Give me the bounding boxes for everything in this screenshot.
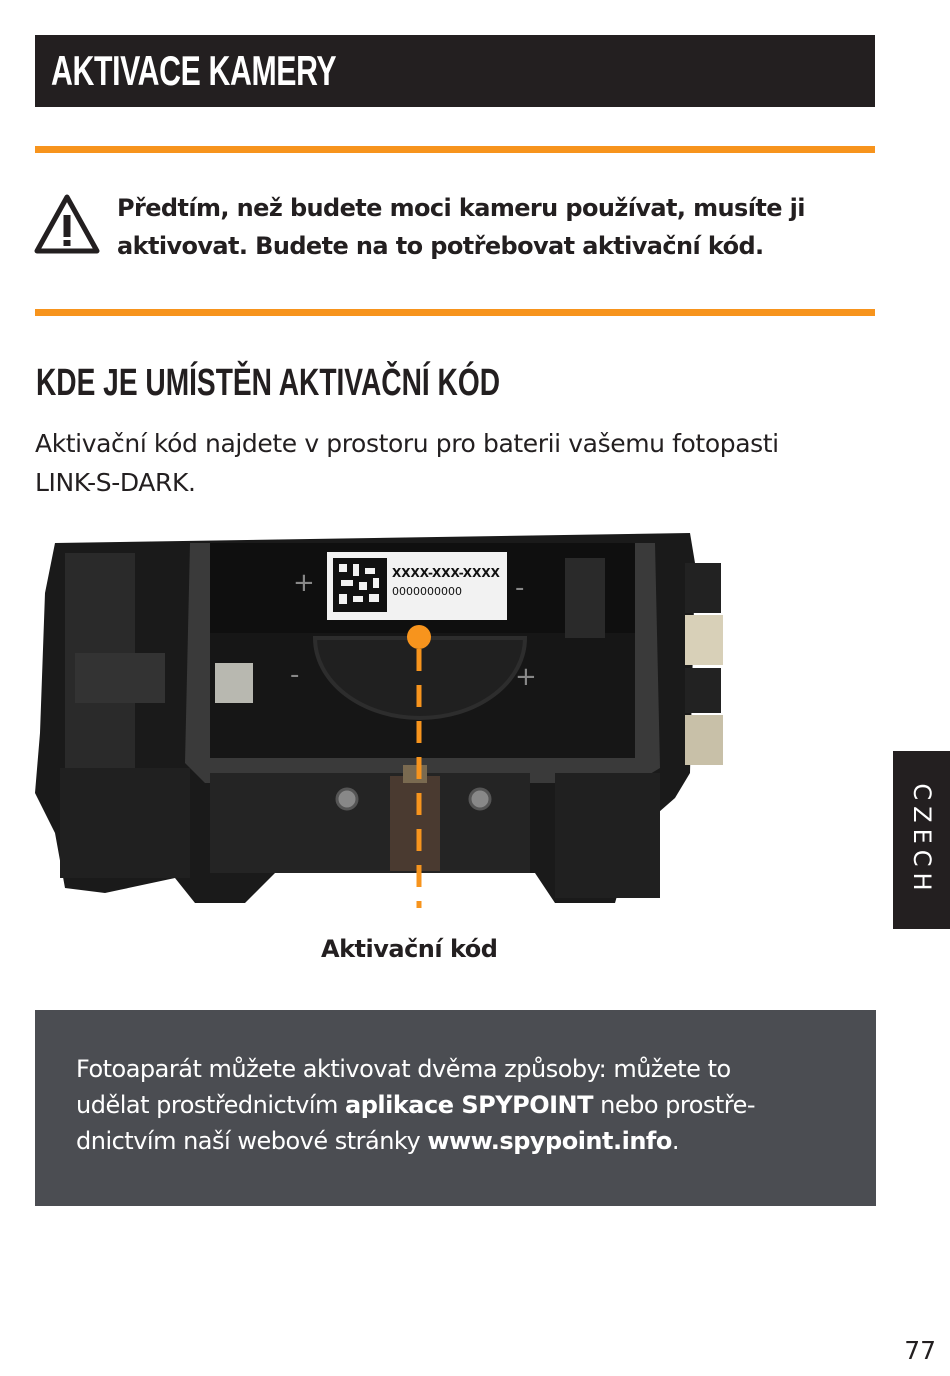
title-bar — [35, 35, 875, 107]
right-bump — [685, 715, 723, 765]
page-title: AKTIVACE KAMERY — [51, 47, 337, 94]
orange-rule-bottom — [35, 309, 875, 316]
right-bump — [685, 563, 721, 613]
right-bump — [685, 615, 723, 665]
lower-right-block — [555, 773, 660, 898]
warning-line: Předtím, než budete moci kameru používat, musíte ji — [117, 194, 805, 222]
activation-code-caption: Aktivační kód — [321, 935, 498, 963]
info-text-part: Fotoaparát můžete aktivovat dvěma způsoby: můžete to — [76, 1055, 731, 1083]
body-line: LINK-S-DARK. — [35, 468, 196, 497]
right-latch — [565, 558, 605, 638]
metal-contact — [215, 663, 253, 703]
section-heading: KDE JE UMÍSTĚN AKTIVAČNÍ KÓD — [36, 362, 501, 404]
info-box — [35, 1010, 876, 1206]
plus-sign: + — [515, 662, 537, 692]
battery-compartment-photo — [35, 533, 735, 908]
language-tab — [893, 751, 950, 929]
plus-sign: + — [293, 568, 315, 598]
label-code-text: XXXX-XXX-XXXX — [392, 566, 500, 580]
minus-sign: - — [290, 660, 300, 690]
qr-code-icon — [333, 558, 387, 612]
language-tab-label: CZECH — [907, 783, 936, 897]
callout-dot — [407, 625, 431, 649]
screw-icon — [470, 789, 490, 809]
label-number-text: 0000000000 — [392, 585, 462, 598]
screw-icon — [337, 789, 357, 809]
website-link[interactable]: www.spypoint.info — [427, 1127, 672, 1155]
info-text-part: nebo prostře- — [592, 1091, 756, 1119]
page-number: 77 — [904, 1336, 936, 1365]
warning-icon — [34, 193, 100, 255]
left-clip — [75, 653, 165, 703]
info-text-part: . — [671, 1127, 679, 1155]
info-text — [76, 1051, 856, 1159]
warning-line: aktivovat. Budete na to potřebovat aktivační kód. — [117, 232, 764, 260]
app-name: aplikace SPYPOINT — [345, 1091, 593, 1119]
body-line: Aktivační kód najdete v prostoru pro baterii vašemu fotopasti — [35, 429, 779, 458]
warning-text — [117, 189, 887, 265]
info-text-part: dnictvím naší webové stránky — [76, 1127, 428, 1155]
connector-spring — [403, 765, 427, 783]
orange-rule-top — [35, 146, 875, 153]
section-body — [35, 424, 895, 502]
info-text-part: udělat prostřednictvím — [76, 1091, 345, 1119]
right-bump — [685, 668, 721, 713]
minus-sign: - — [515, 573, 525, 603]
lower-left-block — [60, 768, 190, 878]
connector-latch — [390, 776, 440, 871]
